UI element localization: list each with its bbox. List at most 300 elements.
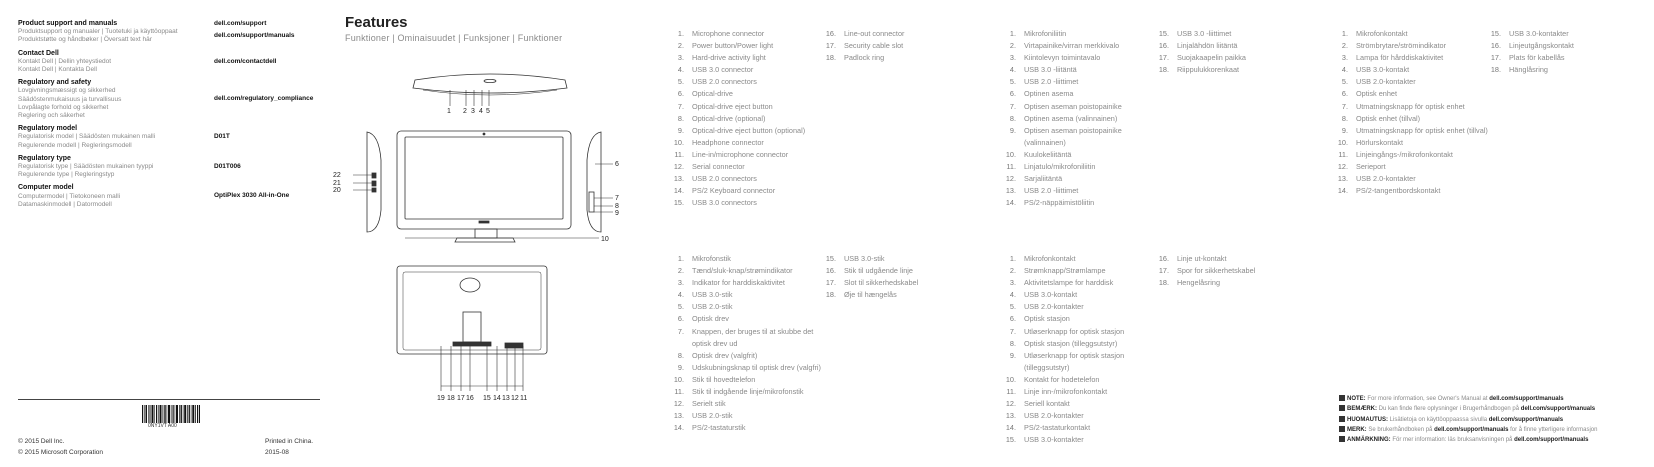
item-number: 2. xyxy=(1009,41,1016,51)
item-number: 11. xyxy=(674,149,684,159)
list-item xyxy=(1332,64,1492,76)
info-heading: Contact Dell xyxy=(18,49,59,57)
item-label: USB 3.0-stik xyxy=(692,290,733,300)
item-number: 7. xyxy=(1009,326,1016,336)
list-item xyxy=(668,398,828,410)
info-heading: Regulatory model xyxy=(18,125,78,133)
info-heading: Regulatory type xyxy=(18,154,71,162)
list-item xyxy=(1332,76,1492,88)
item-label: Mikrofoniliitin xyxy=(1024,29,1067,38)
item-label: USB 3.0-stik xyxy=(844,254,885,263)
item-label: Microphone connector xyxy=(692,29,765,38)
item-number: 18. xyxy=(825,53,836,63)
note-label: BEMÆRK: xyxy=(1347,406,1379,413)
info-section xyxy=(18,155,328,180)
item-label: Stik til hovedtelefon xyxy=(692,374,756,384)
list-item xyxy=(1000,125,1160,149)
item-label: Hard-drive activity light xyxy=(692,53,766,63)
item-number: 9. xyxy=(1009,350,1016,360)
list-item xyxy=(668,173,828,185)
item-number: 17. xyxy=(825,278,836,288)
list-item xyxy=(1332,40,1492,52)
info-subtext: Regulatorisk model | Säädösten mukainen malli xyxy=(18,133,156,141)
item-label: USB 2.0-stik xyxy=(692,411,733,421)
item-number: 1. xyxy=(1341,29,1348,38)
note-link[interactable]: dell.com/support/manuals xyxy=(1514,437,1589,444)
item-number: 18. xyxy=(1158,278,1169,288)
item-number: 12. xyxy=(1337,162,1348,172)
list-item xyxy=(1000,113,1160,125)
item-label: USB 3.0 connector xyxy=(692,65,754,75)
printed-line: Printed in China. xyxy=(265,438,314,445)
item-label: Headphone connector xyxy=(692,137,764,147)
item-label: USB 3.0-kontakter xyxy=(1509,29,1569,38)
list-item xyxy=(1332,28,1492,40)
note-label: ANMÄRKNING: xyxy=(1347,437,1393,444)
item-label: Optisk drev xyxy=(692,314,729,324)
info-subtext: Regulerende modell | Regleringsmodell xyxy=(18,141,132,149)
item-label: PS/2-tastaturkontakt xyxy=(1024,423,1091,433)
item-number: 2. xyxy=(1009,266,1016,276)
list-item xyxy=(668,113,828,125)
item-number: 17. xyxy=(825,41,836,51)
list-item xyxy=(1000,289,1160,301)
list-item xyxy=(820,289,960,301)
item-number: 12. xyxy=(673,399,684,409)
item-number: 5. xyxy=(1009,302,1016,312)
barcode xyxy=(142,405,200,423)
list-item xyxy=(820,52,960,64)
top-view-illustration xyxy=(413,74,567,95)
info-section xyxy=(18,79,328,120)
item-label: Optisk enhet xyxy=(1356,89,1397,99)
note-link[interactable]: dell.com/support/manuals xyxy=(1434,426,1509,433)
info-subtext: Reglering och säkerhet xyxy=(18,112,85,120)
list-swedish-1 xyxy=(1332,28,1492,197)
item-label: Optical-drive (optional) xyxy=(692,113,766,123)
item-number: 17. xyxy=(1490,53,1501,63)
notes-block xyxy=(1339,394,1649,445)
callout-14: 14 xyxy=(493,395,501,402)
list-item xyxy=(1153,52,1293,64)
note-icon xyxy=(1339,416,1345,422)
list-item xyxy=(668,76,828,88)
list-item xyxy=(1153,265,1293,277)
item-number: 11. xyxy=(1338,149,1348,159)
note-text: Lisätietoja on käyttöoppaassa sivulla xyxy=(1389,416,1489,423)
note-label: NOTE: xyxy=(1347,396,1368,402)
copyright-line: © 2015 Dell Inc. xyxy=(18,438,65,445)
item-number: 7. xyxy=(677,326,684,336)
list-item xyxy=(1000,434,1160,446)
info-subtext: Säädöstenmukaisuus ja turvallisuus xyxy=(18,95,122,103)
item-label: USB 2.0 connectors xyxy=(692,174,757,184)
item-number: 14. xyxy=(673,186,684,196)
item-label: Optical-drive eject button (optional) xyxy=(692,125,806,135)
item-label: Hänglåsring xyxy=(1509,65,1548,75)
printed-date: 2015-08 xyxy=(265,449,289,456)
item-label: PS/2 Keyboard connector xyxy=(692,186,776,196)
item-label: Seriell kontakt xyxy=(1024,399,1070,409)
item-number: 18. xyxy=(1158,65,1169,75)
item-number: 3. xyxy=(677,53,684,63)
item-number: 13. xyxy=(1337,174,1348,184)
item-number: 6. xyxy=(1341,89,1348,99)
item-label: Linjalähdön liitäntä xyxy=(1177,41,1238,51)
item-number: 6. xyxy=(677,89,684,99)
info-value[interactable]: dell.com/support xyxy=(214,20,267,27)
item-label: USB 2.0-kontakter xyxy=(1024,411,1084,421)
item-label: USB 2.0-kontakter xyxy=(1356,174,1416,184)
info-value: OptiPlex 3030 All-in-One xyxy=(214,192,290,200)
item-label: Aktivitetslampe for harddisk xyxy=(1024,278,1114,288)
item-label: Optisk stasjon xyxy=(1024,314,1070,324)
list-item xyxy=(1000,398,1160,410)
item-number: 8. xyxy=(1009,338,1016,348)
item-label: USB 2.0 -liittimet xyxy=(1024,77,1079,87)
callout-3: 3 xyxy=(471,108,475,115)
item-number: 10. xyxy=(1005,149,1016,159)
list-item xyxy=(1000,64,1160,76)
computer-diagram xyxy=(333,60,655,440)
item-number: 12. xyxy=(1005,399,1016,409)
item-number: 10. xyxy=(1005,374,1016,384)
info-section xyxy=(18,20,328,45)
list-item xyxy=(668,125,828,137)
note-icon xyxy=(1339,436,1345,442)
list-item xyxy=(1000,76,1160,88)
info-subtext: Datamaskinmodell | Datormodell xyxy=(18,200,112,208)
list-item xyxy=(1485,40,1635,52)
item-number: 4. xyxy=(1341,65,1348,75)
item-number: 14. xyxy=(1005,198,1016,208)
list-item xyxy=(668,422,828,434)
callout-4: 4 xyxy=(479,108,483,115)
list-item xyxy=(820,265,960,277)
list-item xyxy=(1332,185,1492,197)
info-value: D01T006 xyxy=(214,162,241,170)
list-item xyxy=(668,386,828,398)
info-value[interactable]: dell.com/contactdell xyxy=(214,57,277,65)
info-subtext: Kontakt Dell | Dellin yhteystiedot xyxy=(18,57,112,65)
list-item xyxy=(668,362,828,374)
item-number: 16. xyxy=(1158,41,1169,51)
item-label: Optisk enhet (tillval) xyxy=(1356,113,1421,123)
item-label: Stik til indgående linje/mikrofonstik xyxy=(692,387,804,397)
item-number: 4. xyxy=(1009,290,1016,300)
item-label: Linjeingångs-/mikrofonkontakt xyxy=(1356,149,1453,159)
note-line xyxy=(1339,404,1649,414)
list-item xyxy=(820,277,960,289)
item-number: 7. xyxy=(677,101,684,111)
item-number: 11. xyxy=(1006,387,1016,397)
callout-18: 18 xyxy=(447,395,455,402)
item-number: 3. xyxy=(1009,53,1016,63)
item-number: 15. xyxy=(673,198,684,208)
item-number: 9. xyxy=(1009,125,1016,135)
item-number: 13. xyxy=(673,411,684,421)
list-item xyxy=(668,410,828,422)
callout-8: 8 xyxy=(615,203,619,210)
item-number: 5. xyxy=(1009,77,1016,87)
item-label: Optical-drive eject button xyxy=(692,101,773,111)
note-text: Se brukerhåndboken på xyxy=(1368,426,1435,433)
item-label: Lampa för hårddiskaktivitet xyxy=(1356,53,1444,63)
item-label: Slot til sikkerhedskabel xyxy=(844,278,919,288)
item-label: Optisk drev (valgfrit) xyxy=(692,350,758,360)
list-english-1 xyxy=(668,28,828,209)
item-number: 8. xyxy=(677,350,684,360)
list-item xyxy=(1485,52,1635,64)
item-label: PS/2-tangentbordskontakt xyxy=(1356,186,1441,196)
item-number: 9. xyxy=(1341,125,1348,135)
list-item xyxy=(668,40,828,52)
item-label: USB 3.0-kontakt xyxy=(1356,65,1410,75)
note-link[interactable]: dell.com/support/manuals xyxy=(1520,406,1596,413)
item-label: Strømknapp/Strømlampe xyxy=(1024,266,1106,276)
copyright-line: © 2015 Microsoft Corporation xyxy=(18,449,103,456)
item-label: USB 2.0 connectors xyxy=(692,77,757,87)
item-label: PS/2-tastaturstik xyxy=(692,423,746,433)
item-number: 8. xyxy=(1009,113,1016,123)
item-number: 1. xyxy=(677,254,684,263)
list-swedish-2 xyxy=(1485,28,1635,76)
callout-21: 21 xyxy=(333,180,341,187)
item-label: Utmatningsknapp för optisk enhet xyxy=(1356,101,1465,111)
list-item xyxy=(668,301,828,313)
item-label: USB 2.0-kontakter xyxy=(1356,77,1416,87)
regulatory-info-column xyxy=(18,20,328,214)
callout-9: 9 xyxy=(615,210,619,217)
callout-19: 19 xyxy=(437,395,445,402)
item-number: 12. xyxy=(673,162,684,172)
item-number: 13. xyxy=(1005,411,1016,421)
list-danish-1 xyxy=(668,253,828,434)
item-label: USB 2.0-kontakter xyxy=(1024,302,1084,312)
info-subtext: Computermodel | Tietokoneen malli xyxy=(18,192,121,200)
info-subtext: Produktstøtte og håndbøker | Översatt text här xyxy=(18,36,152,44)
item-number: 17. xyxy=(1158,53,1169,63)
item-number: 5. xyxy=(677,77,684,87)
item-label: Riippulukkorenkaat xyxy=(1177,65,1240,75)
info-section xyxy=(18,184,328,209)
item-label: Hörlurskontakt xyxy=(1356,137,1404,147)
item-number: 13. xyxy=(1005,186,1016,196)
list-item xyxy=(668,64,828,76)
list-item xyxy=(820,253,960,265)
list-item xyxy=(668,149,828,161)
item-label: Knappen, der bruges til at skubbe det optisk drev ud xyxy=(692,326,814,348)
item-number: 15. xyxy=(1158,29,1169,38)
item-label: Line-out connector xyxy=(844,29,905,38)
list-item xyxy=(668,137,828,149)
item-label: Linje ut-kontakt xyxy=(1177,254,1227,263)
item-label: USB 3.0-kontakt xyxy=(1024,290,1078,300)
callout-12: 12 xyxy=(511,395,519,402)
info-subtext: Regulatorisk type | Säädösten mukainen tyyppi xyxy=(18,163,154,171)
list-item xyxy=(1332,137,1492,149)
list-item xyxy=(1000,28,1160,40)
list-item xyxy=(1000,52,1160,64)
callout-11: 11 xyxy=(520,395,528,402)
callout-10: 10 xyxy=(601,236,609,243)
callout-20: 20 xyxy=(333,187,341,194)
item-number: 3. xyxy=(1341,53,1348,63)
item-label: Kontakt for hodetelefon xyxy=(1024,374,1100,384)
list-item xyxy=(668,313,828,325)
features-title: Features xyxy=(345,14,408,31)
list-item xyxy=(1332,161,1492,173)
item-number: 7. xyxy=(1341,101,1348,111)
note-line xyxy=(1339,435,1649,445)
note-link[interactable]: dell.com/support/manuals xyxy=(1489,396,1564,402)
item-number: 14. xyxy=(1005,423,1016,433)
list-item xyxy=(1000,265,1160,277)
list-item xyxy=(1000,338,1160,350)
list-finnish-1 xyxy=(1000,28,1160,209)
item-label: Mikrofonstik xyxy=(692,254,731,263)
item-label: Sarjaliitäntä xyxy=(1024,174,1063,184)
item-number: 9. xyxy=(677,362,684,372)
item-number: 10. xyxy=(673,374,684,384)
note-tail: for å finne ytterligere informasjon xyxy=(1508,426,1598,433)
item-number: 15. xyxy=(1490,29,1501,38)
item-number: 18. xyxy=(1490,65,1501,75)
list-item xyxy=(668,253,828,265)
item-number: 6. xyxy=(1009,314,1016,324)
item-label: Utmatningsknapp för optisk enhet (tillval) xyxy=(1356,125,1488,135)
item-number: 3. xyxy=(1009,278,1016,288)
list-finnish-2 xyxy=(1153,28,1293,76)
list-english-2 xyxy=(820,28,960,64)
item-number: 10. xyxy=(673,137,684,147)
callout-6: 6 xyxy=(615,161,619,168)
list-item xyxy=(1000,350,1160,374)
item-label: PS/2-näppäimistöliitin xyxy=(1024,198,1095,208)
list-item xyxy=(668,88,828,100)
note-label: MERK: xyxy=(1347,426,1369,433)
item-label: Øje til hængelås xyxy=(844,290,897,300)
note-link[interactable]: dell.com/support/manuals xyxy=(1488,416,1564,423)
list-item xyxy=(1153,253,1293,265)
item-number: 4. xyxy=(677,65,684,75)
info-subtext: Regulerende type | Regleringstyp xyxy=(18,171,115,179)
item-number: 3. xyxy=(677,278,684,288)
printed-info xyxy=(265,436,313,458)
list-norwegian-1 xyxy=(1000,253,1160,447)
list-item xyxy=(668,161,828,173)
info-section xyxy=(18,125,328,150)
list-item xyxy=(1000,301,1160,313)
note-text: Du kan finde flere oplysninger i Brugerhåndbogen på xyxy=(1378,406,1521,413)
list-item xyxy=(1000,161,1160,173)
note-icon xyxy=(1339,426,1345,432)
list-item xyxy=(1485,28,1635,40)
item-number: 5. xyxy=(1341,77,1348,87)
info-section xyxy=(18,50,328,75)
info-heading: Product support and manuals xyxy=(18,20,118,27)
list-item xyxy=(668,197,828,209)
info-subtext: Kontakt Dell | Kontakta Dell xyxy=(18,66,98,74)
item-label: Power button/Power light xyxy=(692,41,774,51)
list-item xyxy=(668,265,828,277)
item-number: 4. xyxy=(1009,65,1016,75)
info-heading: Regulatory and safety xyxy=(18,79,92,87)
list-item xyxy=(1000,277,1160,289)
callout-1: 1 xyxy=(447,108,451,115)
list-item xyxy=(1153,40,1293,52)
callout-5: 5 xyxy=(486,108,490,115)
list-item xyxy=(1000,173,1160,185)
item-number: 8. xyxy=(1341,113,1348,123)
list-item xyxy=(1000,101,1160,113)
left-side-illustration xyxy=(367,132,381,232)
item-label: Optinen asema xyxy=(1024,89,1074,99)
list-item xyxy=(668,289,828,301)
item-number: 8. xyxy=(677,113,684,123)
item-number: 2. xyxy=(677,41,684,51)
item-label: Optisk stasjon (tilleggsutstyr) xyxy=(1024,338,1118,348)
item-label: Serieport xyxy=(1356,162,1386,172)
callout-16: 16 xyxy=(466,395,474,402)
item-number: 1. xyxy=(677,29,684,38)
info-value[interactable]: dell.com/regulatory_compliance xyxy=(214,95,314,103)
list-item xyxy=(820,28,960,40)
note-line xyxy=(1339,425,1649,435)
item-number: 6. xyxy=(1009,89,1016,99)
item-number: 1. xyxy=(1009,254,1016,263)
item-label: Suojakaapelin paikka xyxy=(1177,53,1246,63)
callout-2: 2 xyxy=(463,108,467,115)
item-label: Optisen aseman poistopainike (valinnainen) xyxy=(1024,125,1122,147)
list-item xyxy=(668,277,828,289)
list-item xyxy=(668,326,828,350)
list-item xyxy=(1000,253,1160,265)
list-item xyxy=(668,28,828,40)
item-number: 17. xyxy=(1158,266,1169,276)
copyright xyxy=(18,436,103,458)
list-item xyxy=(668,101,828,113)
item-label: Tænd/sluk-knap/strømindikator xyxy=(692,266,793,276)
item-label: Mikrofonkontakt xyxy=(1024,254,1076,263)
list-item xyxy=(1332,173,1492,185)
list-item xyxy=(1000,386,1160,398)
item-label: Linje inn-/mikrofonkontakt xyxy=(1024,387,1108,397)
barcode-text: 0NY1VT A00 xyxy=(148,423,177,429)
item-label: USB 2.0 -liittimet xyxy=(1024,186,1079,196)
item-label: Serial connector xyxy=(692,162,745,172)
list-item xyxy=(1000,422,1160,434)
item-label: USB 3.0 connectors xyxy=(692,198,757,208)
item-label: USB 3.0-kontakter xyxy=(1024,435,1084,445)
callout-13: 13 xyxy=(502,395,510,402)
item-label: Linjeutgångskontakt xyxy=(1509,41,1574,51)
item-number: 16. xyxy=(825,29,836,38)
note-line xyxy=(1339,415,1649,425)
item-number: 13. xyxy=(673,174,684,184)
list-item xyxy=(1332,101,1492,113)
info-value-link[interactable]: dell.com/support/manuals xyxy=(214,32,295,39)
list-item xyxy=(1000,326,1160,338)
info-subtext: Lovpålagte forhold og sikkerhet xyxy=(18,103,109,111)
item-number: 6. xyxy=(677,314,684,324)
item-label: Kuulokeliitäntä xyxy=(1024,149,1072,159)
item-number: 5. xyxy=(677,302,684,312)
list-item xyxy=(1000,374,1160,386)
item-number: 14. xyxy=(673,423,684,433)
list-item xyxy=(1485,64,1635,76)
info-subtext: Produktsupport og manualer | Tuotetuki ja käyttöoppaat xyxy=(18,28,178,36)
